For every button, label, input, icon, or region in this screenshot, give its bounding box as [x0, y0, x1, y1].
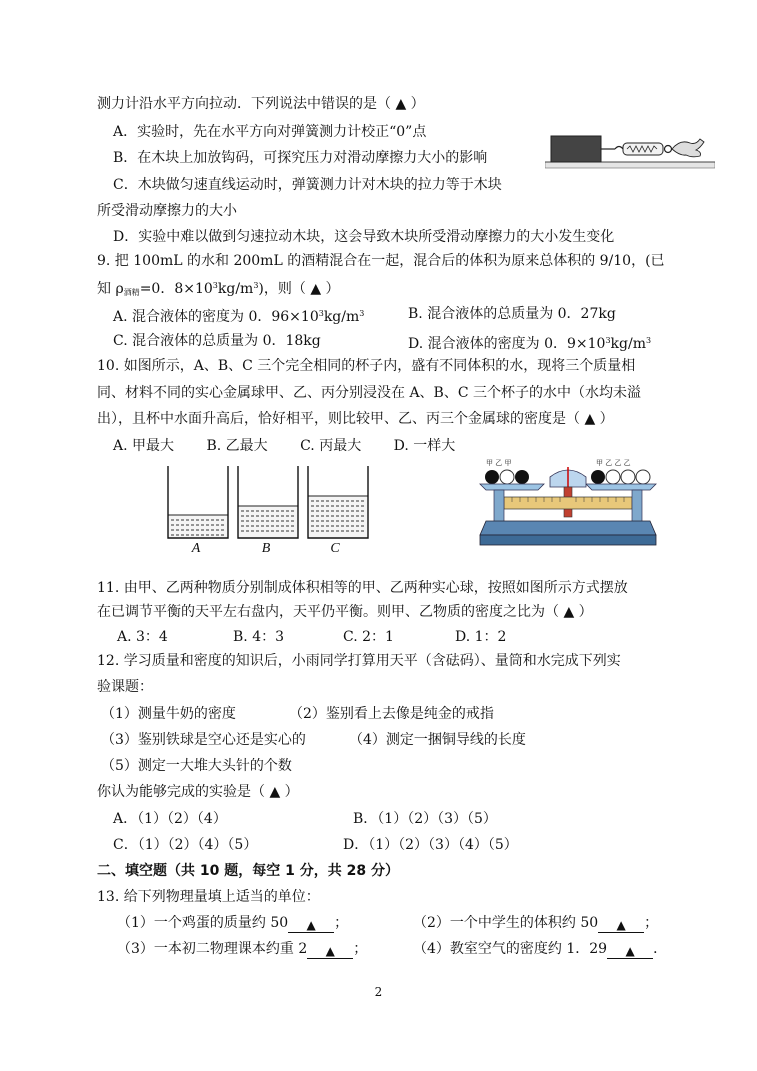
q12-item-2: （2）鉴别看上去像是纯金的戒指	[289, 706, 494, 722]
q13-part-3: （3）一本初二物理课本约重 2 ▲ ；	[117, 941, 368, 958]
q9-option-c: C. 混合液体的总质量为 0．18kg	[113, 333, 321, 349]
cup-label-a: A	[191, 541, 201, 556]
answer-blank[interactable]: ▲	[607, 942, 653, 959]
q11-option-d: D. 1：2	[455, 629, 507, 645]
q12-option-d: D．（1）（2）（3）（4）（5）	[343, 837, 518, 853]
q12-question: 你认为能够完成的实验是（ ▲ ）	[97, 784, 299, 800]
q9-option-d: D. 混合液体的密度为 0．$9\times 10^3kg/m^3$	[408, 336, 652, 352]
table-surface	[545, 162, 715, 168]
right-ball-labels: 甲 乙 乙 乙	[596, 459, 631, 467]
page-number: 2	[374, 985, 383, 999]
q9-line2: 知 $\rho_{酒精}=0$．$8\times 10^3kg/m^3$)，则（ ▲ ）	[97, 281, 340, 297]
q11-option-a: A. 3：4	[117, 629, 168, 645]
cup	[238, 466, 298, 538]
cup-label-c: C	[330, 541, 340, 556]
q8-option-a: A．实验时，先在水平方向对弹簧测力计校正“0”点	[113, 124, 427, 140]
q12-item-5: （5）测定一大堆大头针的个数	[101, 758, 292, 774]
q12-item-1: （1）测量牛奶的密度	[101, 706, 236, 722]
ball-yi	[621, 470, 635, 484]
q9-option-b: B. 混合液体的总质量为 0．27kg	[408, 306, 616, 322]
q12-line1: 12. 学习质量和密度的知识后，小雨同学打算用天平（含砝码）、量筒和水完成下列实	[97, 653, 621, 669]
ball-yi	[636, 470, 650, 484]
q8-option-d: D．实验中难以做到匀速拉动木块，这会导致木块所受滑动摩擦力的大小发生变化	[113, 229, 615, 245]
q8-option-c: C．木块做匀速直线运动时，弹簧测力计对木块的拉力等于木块	[113, 177, 502, 193]
q11-line2: 在已调节平衡的天平左右盘内，天平仍平衡。则甲、乙物质的密度之比为（ ▲ ）	[97, 604, 593, 620]
cup	[308, 466, 368, 538]
hand-icon	[672, 139, 704, 157]
q12-item-4: （4）测定一捆铜导线的长度	[349, 732, 526, 748]
q13-part-1: （1）一个鸡蛋的质量约 50 ▲ ；	[117, 915, 349, 932]
q10-line2: 同、材料不同的实心金属球甲、乙、丙分别浸没在 A、B、C 三个杯子的水中（水均未溢	[97, 385, 642, 401]
cup	[168, 466, 228, 538]
answer-blank[interactable]: ▲	[598, 916, 644, 933]
answer-blank[interactable]: ▲	[307, 942, 353, 959]
left-ball-labels: 甲 乙 甲	[486, 459, 512, 467]
left-pan	[480, 484, 544, 490]
balance-scale-figure	[478, 455, 658, 550]
q8-option-c-cont: 所受滑动摩擦力的大小	[97, 203, 237, 219]
q12-option-b: B．（1）（2）（3）（5）	[353, 811, 497, 827]
answer-blank[interactable]: ▲	[288, 916, 334, 933]
q10-line1: 10. 如图所示，A、B、C 三个完全相同的杯子内，盛有不同体积的水，现将三个质量相	[97, 358, 636, 374]
ball-yi	[606, 470, 620, 484]
q8-option-b: B．在木块上加放钩码，可探究压力对滑动摩擦力大小的影响	[113, 150, 488, 166]
q13-part-4: （4）教室空气的密度约 1．29 ▲ ．	[413, 941, 668, 958]
three-cups-figure	[160, 462, 400, 542]
water	[308, 496, 368, 538]
ball-jia	[485, 470, 499, 484]
q12-line2: 验课题：	[97, 679, 153, 695]
ball-jia	[515, 470, 529, 484]
q10-line3: 出），且杯中水面升高后，恰好相平，则比较甲、乙、丙三个金属球的密度是（ ▲ ）	[97, 411, 614, 427]
ball-yi	[500, 470, 514, 484]
q12-option-a: A．（1）（2）（4）	[113, 811, 227, 827]
wooden-block	[551, 136, 601, 162]
ball-jia	[591, 470, 605, 484]
q9-option-a: A. 混合液体的密度为 0．$96\times 10^3kg/m^3$	[113, 309, 365, 325]
section-heading-fill-in: 二、填空题（共 10 题，每空 1 分，共 28 分）	[97, 863, 399, 879]
q12-option-c: C．（1）（2）（4）（5）	[113, 837, 258, 853]
q13-stem: 13. 给下列物理量填上适当的单位：	[97, 889, 320, 905]
q11-line1: 11. 由甲、乙两种物质分别制成体积相等的甲、乙两种实心球，按照如图所示方式摆放	[97, 580, 628, 596]
q11-option-c: C. 2：1	[343, 629, 394, 645]
q10-options: A. 甲最大 B. 乙最大 C. 丙最大 D. 一样大	[113, 438, 456, 454]
balance-base	[480, 521, 656, 535]
water	[168, 515, 228, 538]
q9-line1: 9. 把 100mL 的水和 200mL 的酒精混合在一起，混合后的体积为原来总体积的 9/10，(已	[97, 253, 665, 269]
friction-experiment-figure	[545, 128, 715, 170]
q8-stem: 测力计沿水平方向拉动．下列说法中错误的是（ ▲ ）	[97, 96, 425, 112]
right-pan	[586, 484, 656, 490]
q13-part-2: （2）一个中学生的体积约 50 ▲ ；	[413, 915, 659, 932]
beam-ruler	[504, 497, 632, 509]
q12-item-3: （3）鉴别铁球是空心还是实心的	[101, 732, 306, 748]
cup-label-b: B	[261, 541, 271, 556]
q11-option-b: B. 4：3	[233, 629, 285, 645]
